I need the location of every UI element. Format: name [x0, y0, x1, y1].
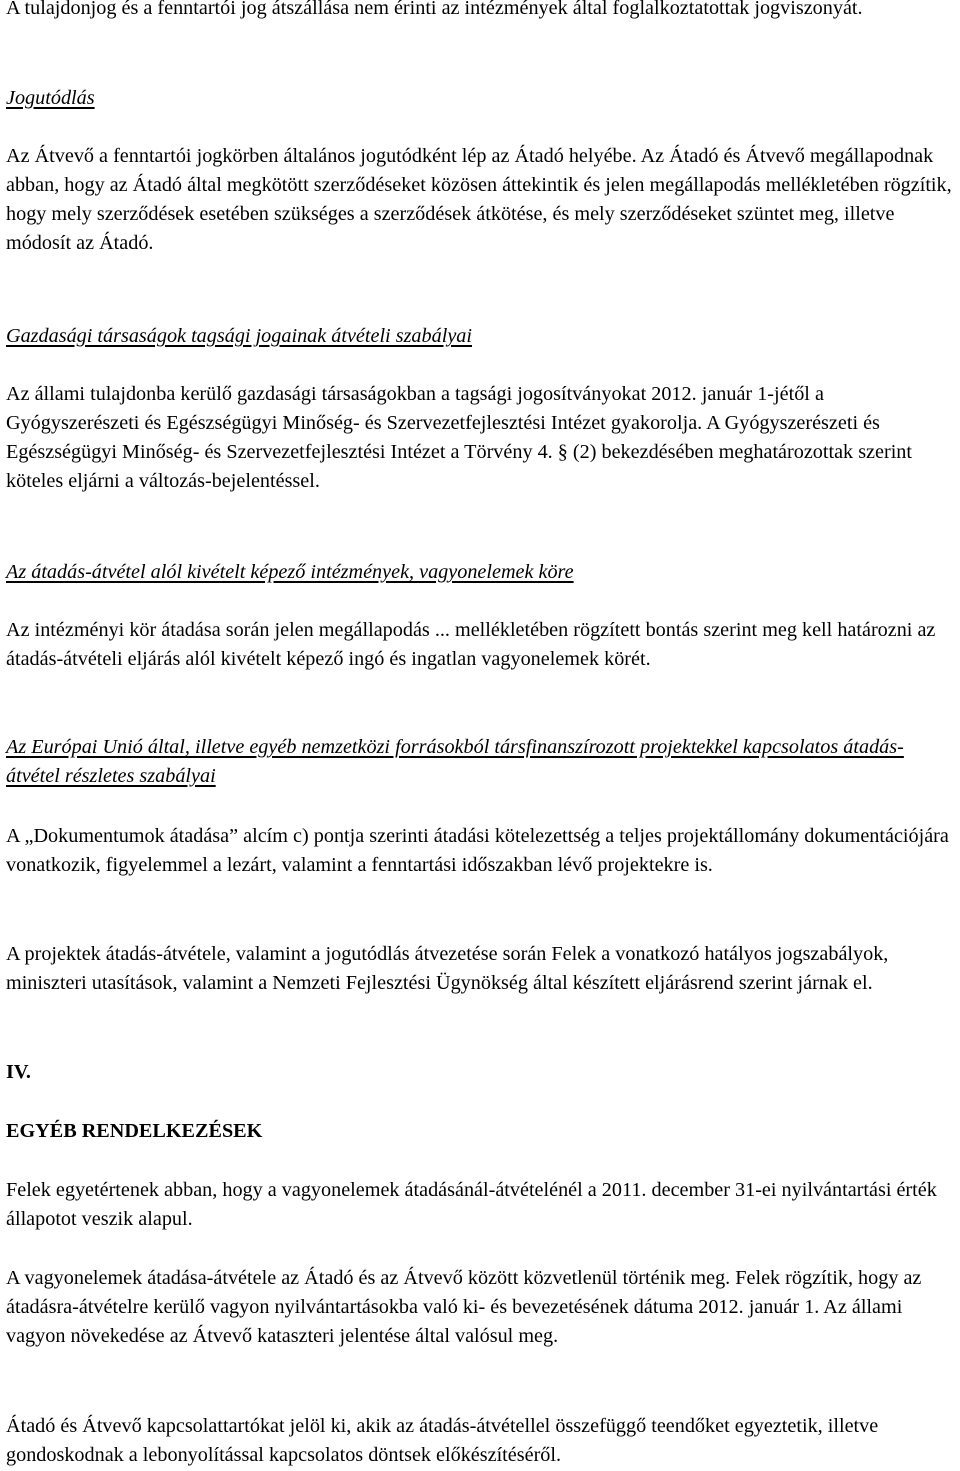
- paragraph-intezmenyi-kor: Az intézményi kör átadása során jelen megállapodás ... mellékletében rögzített bontás szerint meg kell határozni az átadás-átvételi eljárás alól kivételt képező ingó és ingatlan vagyonelemek körét.: [6, 619, 936, 670]
- paragraph-projektek-atadasa: A projektek átadás-átvétele, valamint a jogutódlás átvezetése során Felek a vonatkozó hatályos jogszabályok, miniszteri utasítások, valamint a Nemzeti Fejlesztési Ügynökség által készített eljárásrend szerint járnak el.: [6, 943, 889, 994]
- section-title: EGYÉB RENDELKEZÉSEK: [6, 1120, 263, 1142]
- paragraph-kapcsolattartok: Átadó és Átvevő kapcsolattartókat jelöl ki, akik az átadás-átvétellel összefüggő teendőket egyeztetik, illetve gondoskodnak a lebonyolítással kapcsolatos döntsek előkészítéséről.: [6, 1415, 879, 1466]
- paragraph-dokumentumok: A „Dokumentumok átadása” alcím c) pontja szerinti átadási kötelezettség a teljes projektállomány dokumentációjára vonatkozik, figyelemmel a lezárt, valamint a fenntartási időszakban lévő projektekre is.: [6, 825, 949, 876]
- heading-jogutodlas: Jogutódlás: [6, 87, 95, 109]
- paragraph-jogviszony: A tulajdonjog és a fenntartói jog átszállása nem érinti az intézmények által foglalkoztatottak jogviszonyát.: [6, 0, 863, 19]
- section-number: IV.: [6, 1061, 31, 1083]
- paragraph-nyilvantartasi-ertek: Felek egyetértenek abban, hogy a vagyonelemek átadásánál-átvételénél a 2011. december 31-ei nyilvántartási érték állapotot veszik alapul.: [6, 1179, 937, 1230]
- heading-gazdasagi-tarsasagok: Gazdasági társaságok tagsági jogainak átvételi szabályai: [6, 325, 472, 347]
- paragraph-tagsagi-jogok: Az állami tulajdonba kerülő gazdasági társaságokban a tagsági jogosítványokat 2012. január 1-jétől a Gyógyszerészeti és Egészségügyi Minőség- és Szervezetfejlesztési Intézet gyakorolja. A Gyógyszerészeti és Egészségügyi Minőség- és Szervezetfejlesztési Intézet a Törvény 4. § (2) bekezdésében meghatározottak szerint köteles eljárni a változás-bejelentéssel.: [6, 383, 913, 492]
- heading-kivetelt-kepezo: Az átadás-átvétel alól kivételt képező intézmények, vagyonelemek köre: [6, 561, 574, 583]
- paragraph-jogutodlas: Az Átvevő a fenntartói jogkörben általános jogutódként lép az Átadó helyébe. Az Átadó és Átvevő megállapodnak abban, hogy az Átadó által megkötött szerződéseket közösen áttekintik és jelen megállapodás mellékletében rögzítik, hogy mely szerződések esetében szükséges a szerződések átkötése, és mely szerződéseket szüntet meg, illetve módosít az Átadó.: [6, 145, 952, 254]
- heading-eu-projektek: Az Európai Unió által, illetve egyéb nemzetközi forrásokból társfinanszírozott projektekkel kapcsolatos átadás-átvétel részletes szabályai: [6, 736, 904, 787]
- paragraph-vagyonelemek: A vagyonelemek átadása-átvétele az Átadó és az Átvevő között közvetlenül történik meg. Felek rögzítik, hogy az átadásra-átvételre kerülő vagyon nyilvántartásokba való ki- és bevezetésének dátuma 2012. január 1. Az állami vagyon növekedése az Átvevő kataszteri jelentése által valósul meg.: [6, 1267, 922, 1347]
